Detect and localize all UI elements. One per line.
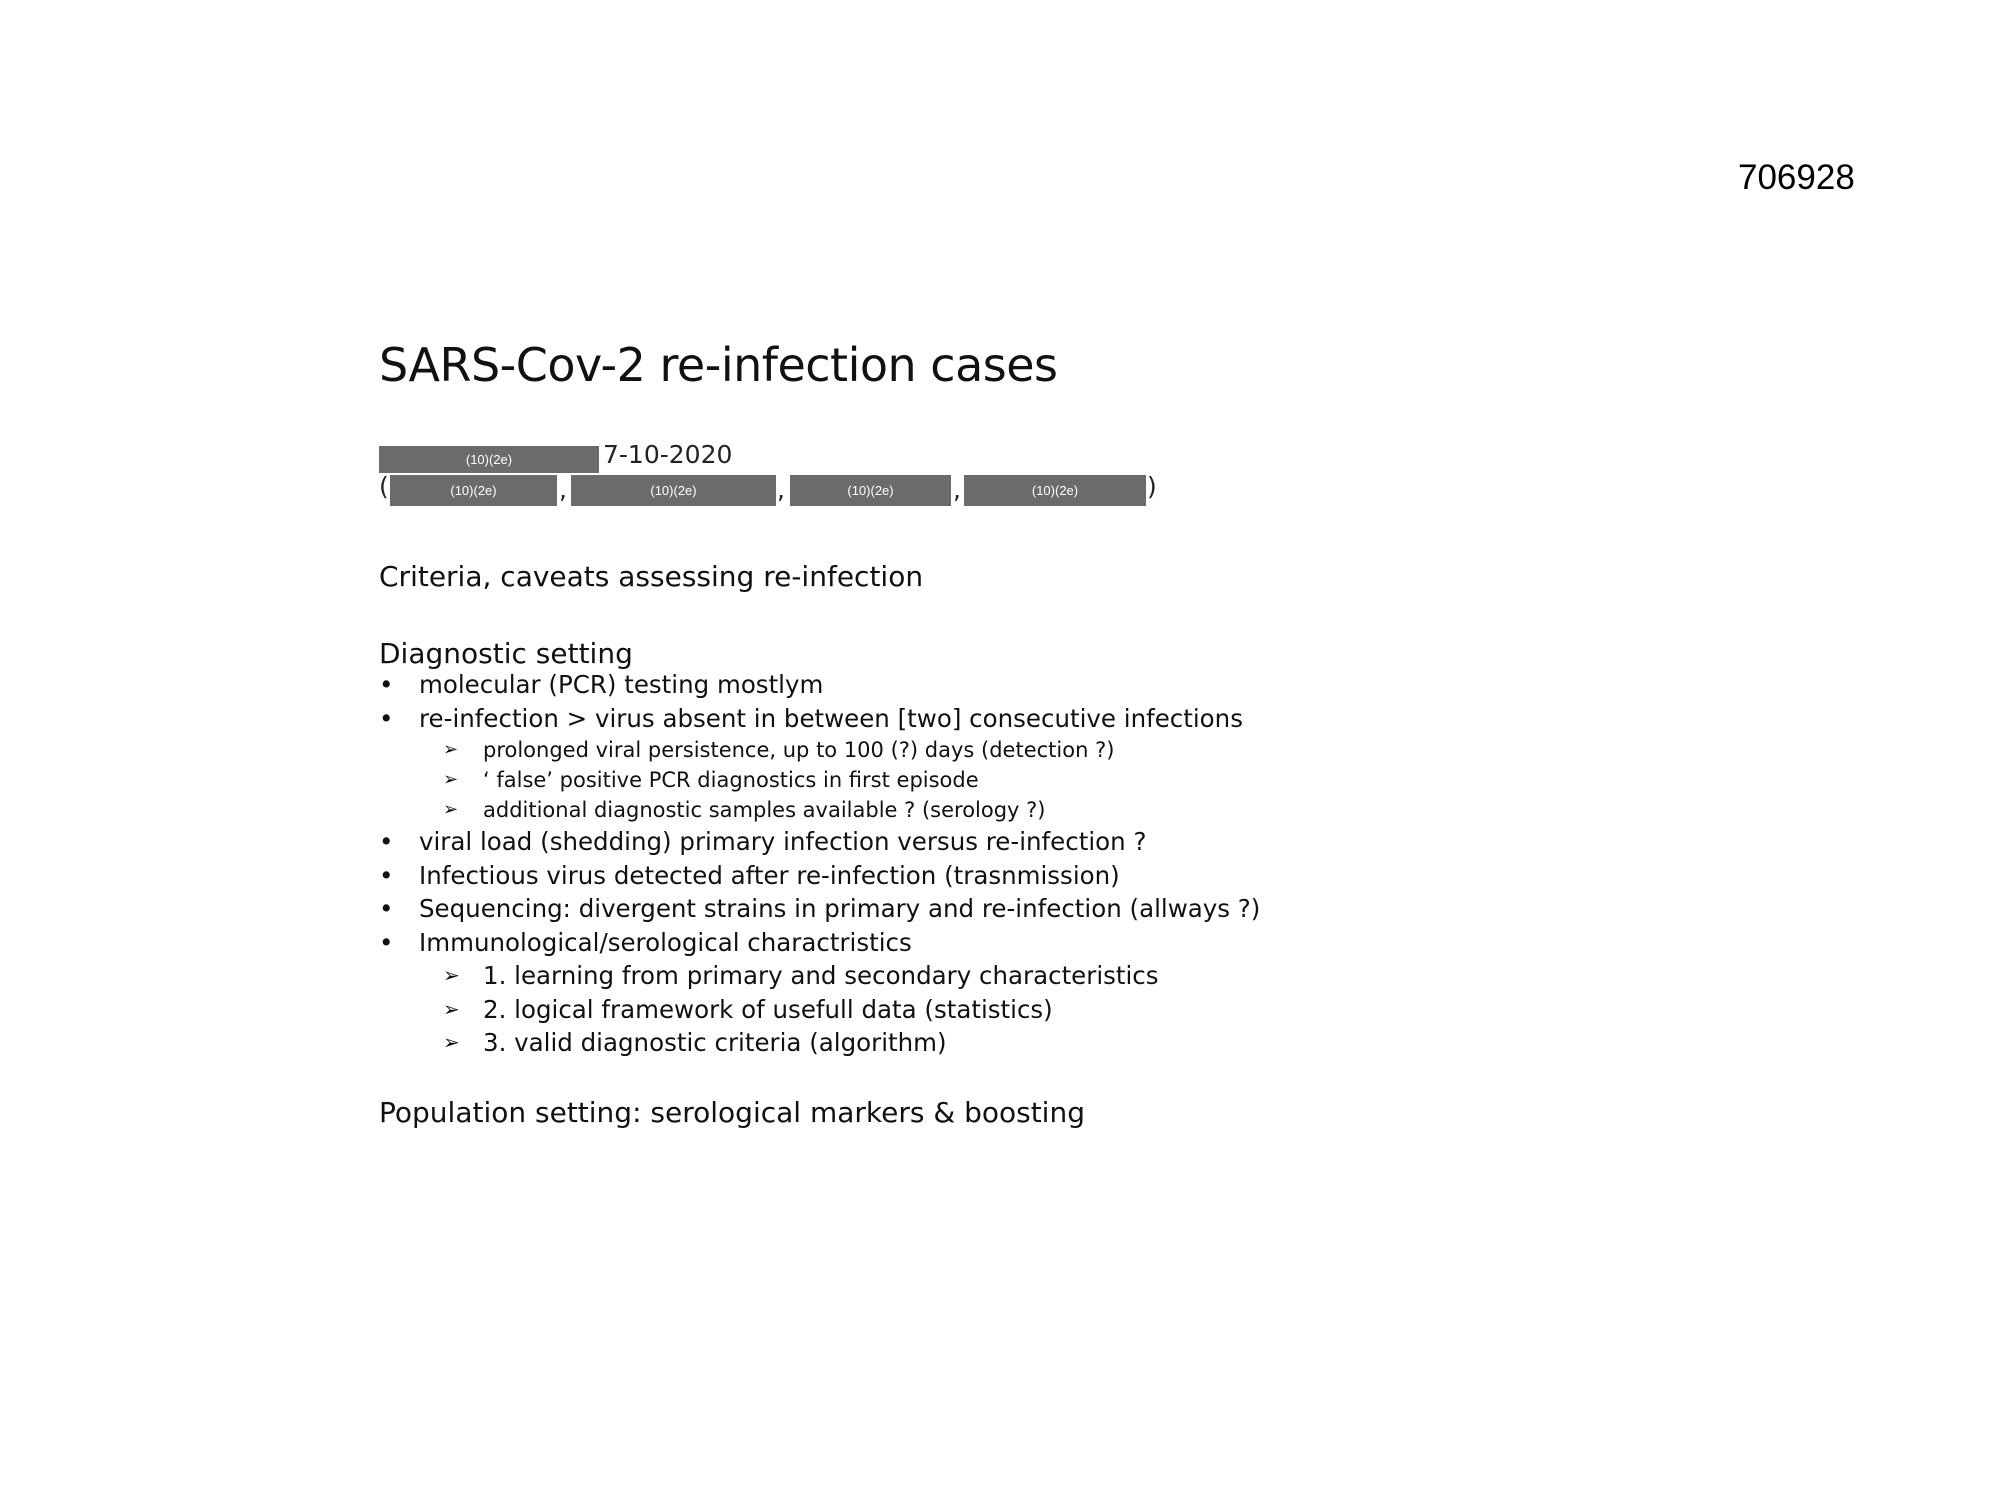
list-item [379,859,1260,893]
sub-list-item-text: ‘ false’ positive PCR diagnostics in first episode [483,768,979,792]
list-item [379,892,1260,926]
document-date: 7-10-2020 [603,440,733,469]
separator-comma: , [777,475,785,504]
close-paren: ) [1147,472,1157,501]
arrow-bullet-icon: ➢ [443,963,460,987]
list-item [379,825,1260,859]
sub-list-item [379,959,1260,993]
redaction-box: (10)(2e) [571,475,776,506]
bullet-marker: • [379,860,394,890]
document-id: 706928 [1738,158,1855,197]
list-item-text: Immunological/serological charactristics [419,927,912,957]
open-paren: ( [379,472,389,501]
separator-comma: , [559,475,567,504]
bullet-marker: • [379,927,394,957]
sub-list-item-text: 1. learning from primary and secondary characteristics [483,961,1159,990]
section-criteria-heading: Criteria, caveats assessing re-infection [379,560,924,593]
arrow-bullet-icon: ➢ [443,996,460,1021]
separator-comma: , [953,475,961,504]
arrow-bullet-icon: ➢ [443,799,459,820]
list-item-text: re-infection > virus absent in between [two] consecutive infections [419,703,1243,733]
redaction-box: (10)(2e) [790,475,951,506]
sub-list-item-text: additional diagnostic samples available ? (serology ?) [483,798,1046,822]
list-item [379,702,1260,736]
bullet-marker: • [379,827,394,856]
sub-list-item [379,735,1260,765]
sub-list-item-text: 2. logical framework of usefull data (statistics) [483,994,1053,1024]
sub-list-item [379,795,1260,825]
page-title: SARS-Cov-2 re-infection cases [379,338,1058,392]
sub-list-item-text: 3. valid diagnostic criteria (algorithm) [483,1028,947,1057]
arrow-bullet-icon: ➢ [443,769,459,790]
sub-list-item [379,993,1260,1027]
sub-list-item [379,1026,1260,1060]
bullet-marker: • [379,670,394,699]
list-item-text: molecular (PCR) testing mostlym [419,670,824,699]
section-population-heading: Population setting: serological markers & boosting [379,1096,1085,1129]
list-item [379,668,1260,702]
list-item-text: viral load (shedding) primary infection versus re-infection ? [419,827,1147,856]
sub-list-item-text: prolonged viral persistence, up to 100 (?) days (detection ?) [483,738,1115,762]
arrow-bullet-icon: ➢ [443,1030,460,1054]
arrow-bullet-icon: ➢ [443,739,459,760]
redaction-box: (10)(2e) [964,475,1146,506]
list-item-text: Sequencing: divergent strains in primary and re-infection (allways ?) [419,894,1261,923]
section-diagnostic-heading: Diagnostic setting [379,637,633,670]
list-item-text: Infectious virus detected after re-infection (trasnmission) [419,860,1120,890]
bullet-marker: • [379,703,394,733]
redaction-box: (10)(2e) [379,446,599,473]
bullet-marker: • [379,894,394,923]
redaction-box: (10)(2e) [390,475,557,506]
diagnostic-bullet-list [379,668,1260,1060]
list-item [379,926,1260,960]
sub-list-item [379,765,1260,795]
